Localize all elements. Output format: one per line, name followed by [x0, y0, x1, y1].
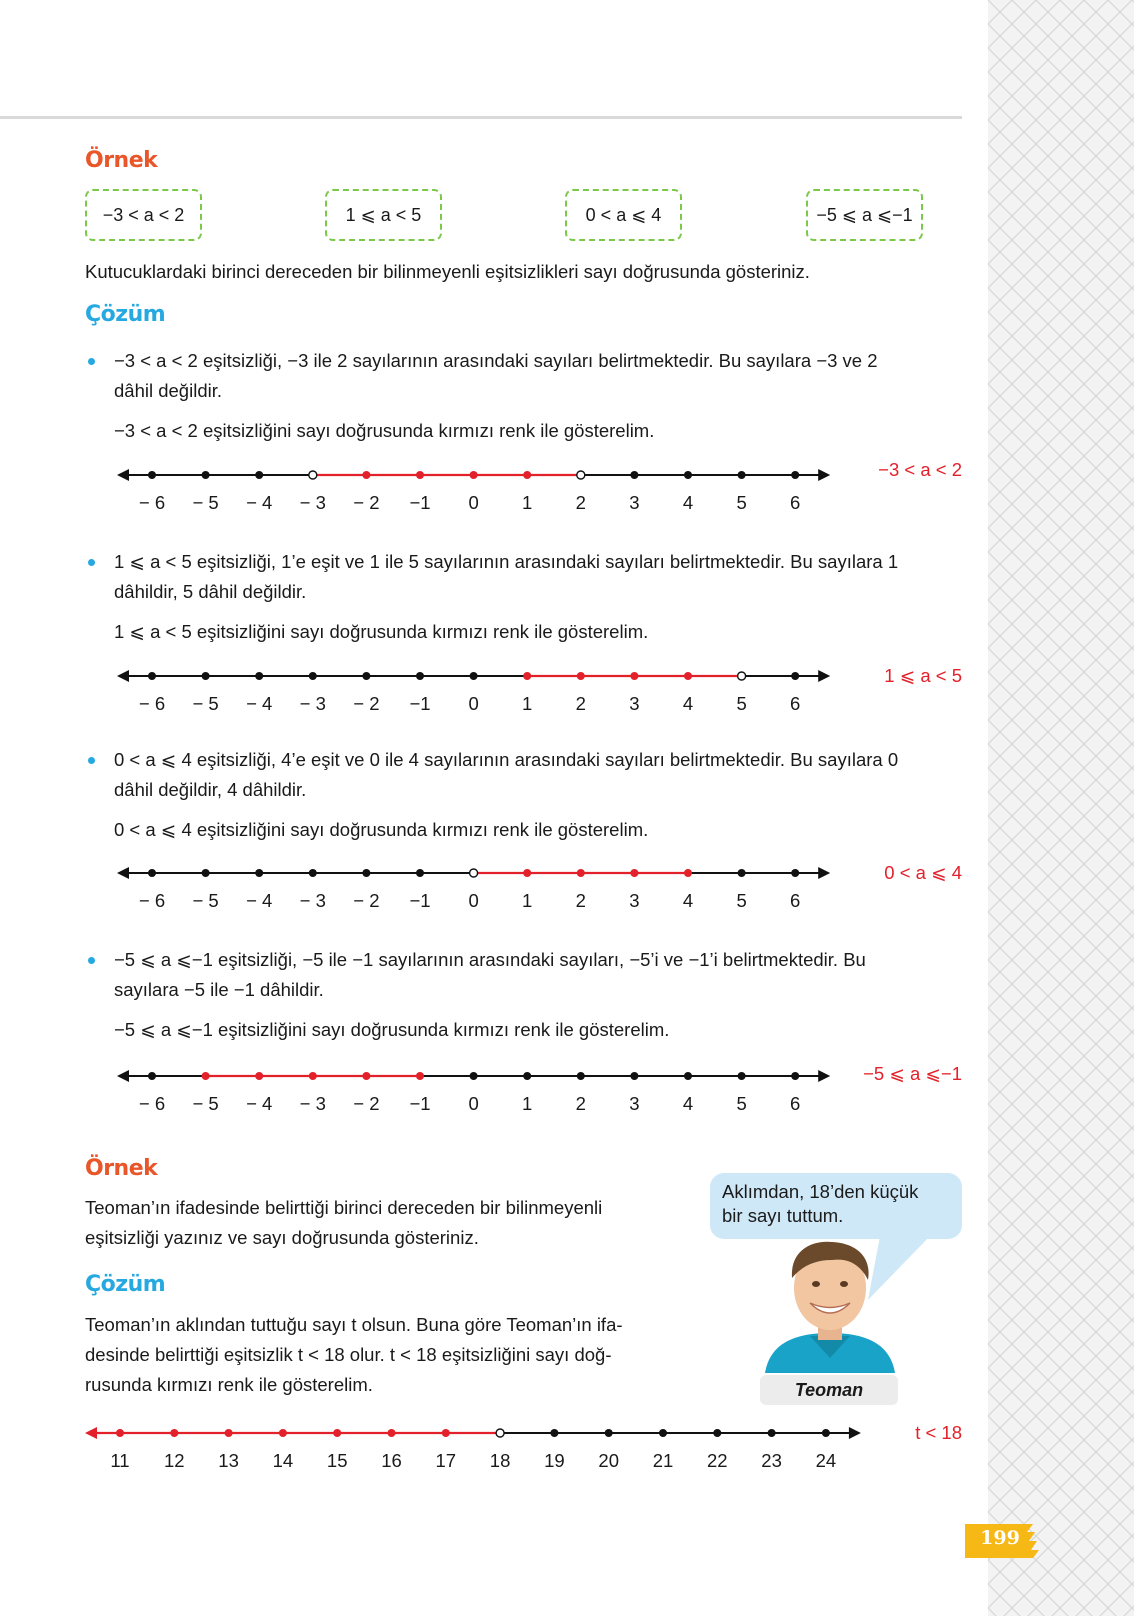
solution-heading: Çözüm	[85, 1272, 166, 1297]
inequality-box-3: 0 < a ⩽ 4	[565, 189, 682, 241]
tick-label: − 6	[138, 890, 166, 911]
tick-label: − 2	[353, 693, 380, 714]
number-point	[362, 869, 370, 877]
number-point	[738, 869, 746, 877]
tick-label: 0	[468, 890, 479, 911]
inequality-box-4: −5 ⩽ a ⩽−1	[806, 189, 923, 241]
top-divider	[0, 116, 962, 119]
number-point	[791, 471, 799, 479]
open-point	[470, 869, 478, 877]
included-point	[225, 1429, 233, 1437]
included-point	[523, 869, 531, 877]
side-lattice-pattern	[988, 0, 1134, 1616]
included-point	[470, 471, 478, 479]
tick-label: −1	[409, 890, 431, 911]
included-point	[416, 471, 424, 479]
tick-label: 2	[575, 492, 586, 513]
solution2-line2: desinde belirttiği eşitsizlik t < 18 olur. t < 18 eşitsizliğini sayı doğ-	[85, 1344, 612, 1365]
included-point	[279, 1429, 287, 1437]
item-text-line1: 0 < a ⩽ 4 eşitsizliği, 4’e eşit ve 0 ile 4 sayılarının arasındaki sayıları belirtmektedir. Bu sayılara 0	[114, 749, 899, 770]
tick-label: −1	[409, 693, 431, 714]
tick-label: 14	[272, 1450, 294, 1471]
tick-label: 4	[682, 890, 694, 911]
tick-label: 1	[522, 1093, 533, 1114]
open-point	[577, 471, 585, 479]
tick-label: − 4	[246, 492, 273, 513]
tick-label: − 6	[138, 492, 166, 513]
included-point	[523, 471, 531, 479]
tick-label: − 3	[299, 890, 326, 911]
tick-label: − 3	[299, 492, 326, 513]
tick-label: − 4	[246, 890, 273, 911]
number-line-label: −5 ⩽ a ⩽−1	[863, 1063, 962, 1084]
tick-label: 3	[629, 890, 640, 911]
tick-label: − 6	[138, 693, 166, 714]
speech-line-2: bir sayı tuttum.	[722, 1205, 844, 1226]
number-line-label: t < 18	[915, 1422, 962, 1443]
number-point	[148, 471, 156, 479]
tick-label: 21	[652, 1450, 674, 1471]
example-question: Kutucuklardaki birinci dereceden bir bilinmeyenli eşitsizlikleri sayı doğrusunda gösteriniz.	[85, 261, 810, 282]
included-point	[630, 672, 638, 680]
item-text-line2: dâhil değildir, 4 dâhildir.	[114, 779, 307, 800]
item-text-line2: dâhildir, 5 dâhil değildir.	[114, 581, 307, 602]
tick-label: 1	[522, 492, 533, 513]
number-point	[630, 1072, 638, 1080]
tick-label: 24	[815, 1450, 837, 1471]
example2-question-line1: Teoman’ın ifadesinde belirttiği birinci dereceden bir bilinmeyenli	[85, 1197, 603, 1218]
open-point	[309, 471, 317, 479]
inequality-box-1: −3 < a < 2	[85, 189, 202, 241]
number-point	[309, 672, 317, 680]
tick-label: 6	[790, 1093, 801, 1114]
number-point	[255, 869, 263, 877]
left-arrow	[85, 1427, 97, 1439]
bullet	[88, 559, 95, 566]
tick-label: 1	[522, 693, 533, 714]
number-point	[791, 1072, 799, 1080]
tick-label: 12	[164, 1450, 185, 1471]
solution2-line1: Teoman’ın aklından tuttuğu sayı t olsun. Buna göre Teoman’ın ifa-	[85, 1314, 623, 1335]
included-point	[523, 672, 531, 680]
included-point	[202, 1072, 210, 1080]
tick-label: 16	[381, 1450, 402, 1471]
tick-label: 0	[468, 492, 479, 513]
tick-label: 23	[761, 1450, 782, 1471]
page-number: 199	[980, 1527, 1020, 1549]
bullet	[88, 957, 95, 964]
number-point	[768, 1429, 776, 1437]
tick-label: 0	[468, 693, 479, 714]
included-point	[333, 1429, 341, 1437]
tick-label: − 5	[192, 890, 219, 911]
tick-label: 3	[629, 492, 640, 513]
number-point	[630, 471, 638, 479]
number-point	[202, 869, 210, 877]
included-point	[362, 471, 370, 479]
included-point	[362, 1072, 370, 1080]
number-point	[684, 1072, 692, 1080]
tick-label: − 2	[353, 1093, 380, 1114]
tick-label: 6	[790, 492, 801, 513]
name-tag: Teoman	[760, 1375, 898, 1405]
included-point	[577, 672, 585, 680]
included-point	[416, 1072, 424, 1080]
tick-label: 5	[736, 1093, 747, 1114]
number-point	[738, 471, 746, 479]
included-point	[309, 1072, 317, 1080]
number-point	[470, 1072, 478, 1080]
tick-label: 3	[629, 1093, 640, 1114]
tick-label: − 2	[353, 492, 380, 513]
included-point	[170, 1429, 178, 1437]
boy-photo	[760, 1238, 900, 1373]
number-point	[791, 869, 799, 877]
tick-label: 0	[468, 1093, 479, 1114]
item-instruction: 1 ⩽ a < 5 eşitsizliğini sayı doğrusunda kırmızı renk ile gösterelim.	[114, 621, 649, 642]
solution2-line3: rusunda kırmızı renk ile gösterelim.	[85, 1374, 373, 1395]
number-point	[416, 869, 424, 877]
example2-question-line2: eşitsizliği yazınız ve sayı doğrusunda gösteriniz.	[85, 1227, 479, 1248]
tick-label: 17	[435, 1450, 457, 1471]
tick-label: 5	[736, 890, 747, 911]
tick-label: −1	[409, 492, 431, 513]
tick-label: − 4	[246, 1093, 273, 1114]
number-line-label: −3 < a < 2	[878, 459, 962, 480]
tick-label: − 5	[192, 1093, 219, 1114]
included-point	[388, 1429, 396, 1437]
example-heading: Örnek	[85, 148, 158, 173]
item-text-line1: −5 ⩽ a ⩽−1 eşitsizliği, −5 ile −1 sayılarının arasındaki sayıları, −5’i ve −1’i belirtmektedir. Bu	[114, 949, 866, 970]
number-point	[362, 672, 370, 680]
tick-label: 2	[575, 890, 586, 911]
open-point	[496, 1429, 504, 1437]
included-point	[442, 1429, 450, 1437]
example-heading: Örnek	[85, 1156, 158, 1181]
number-point	[659, 1429, 667, 1437]
tick-label: 3	[629, 693, 640, 714]
bullet	[88, 358, 95, 365]
tick-label: − 5	[192, 492, 219, 513]
number-point	[148, 1072, 156, 1080]
number-point	[470, 672, 478, 680]
included-point	[684, 869, 692, 877]
item-text-line2: dâhil değildir.	[114, 380, 222, 401]
speech-line-1: Aklımdan, 18’den küçük	[722, 1181, 919, 1202]
left-arrow	[117, 670, 129, 682]
number-line-label: 1 ⩽ a < 5	[884, 665, 962, 686]
left-arrow	[117, 1070, 129, 1082]
item-text-line1: 1 ⩽ a < 5 eşitsizliği, 1’e eşit ve 1 ile 5 sayılarının arasındaki sayıları belirtmektedir. Bu sayılara 1	[114, 551, 899, 572]
open-point	[738, 672, 746, 680]
included-point	[255, 1072, 263, 1080]
number-point	[148, 869, 156, 877]
item-text-line2: sayılara −5 ile −1 dâhildir.	[114, 979, 324, 1000]
number-point	[255, 471, 263, 479]
number-point	[738, 1072, 746, 1080]
number-point	[605, 1429, 613, 1437]
number-point	[309, 869, 317, 877]
tick-label: 19	[544, 1450, 565, 1471]
number-line-label: 0 < a ⩽ 4	[884, 862, 962, 883]
included-point	[684, 672, 692, 680]
number-point	[577, 1072, 585, 1080]
solution-heading: Çözüm	[85, 302, 166, 327]
number-point	[202, 471, 210, 479]
item-instruction: 0 < a ⩽ 4 eşitsizliğini sayı doğrusunda kırmızı renk ile gösterelim.	[114, 819, 649, 840]
tick-label: − 3	[299, 693, 326, 714]
tick-label: 4	[682, 693, 694, 714]
tick-label: 4	[682, 492, 694, 513]
item-text-line1: −3 < a < 2 eşitsizliği, −3 ile 2 sayılarının arasındaki sayıları belirtmektedir. Bu sayılara −3 ve 2	[114, 350, 878, 371]
tick-label: 22	[707, 1450, 728, 1471]
tick-label: 18	[489, 1450, 511, 1471]
tick-label: 6	[790, 890, 801, 911]
tick-label: − 3	[299, 1093, 326, 1114]
included-point	[577, 869, 585, 877]
tick-label: − 4	[246, 693, 273, 714]
left-arrow	[117, 469, 129, 481]
tick-label: 5	[736, 492, 747, 513]
tick-label: 4	[682, 1093, 694, 1114]
left-arrow	[117, 867, 129, 879]
tick-label: 13	[218, 1450, 239, 1471]
tick-label: 1	[522, 890, 533, 911]
inequality-box-2: 1 ⩽ a < 5	[325, 189, 442, 241]
tick-label: 2	[575, 1093, 586, 1114]
bullet	[88, 757, 95, 764]
tick-label: 11	[110, 1450, 130, 1471]
number-point	[684, 471, 692, 479]
tick-label: − 5	[192, 693, 219, 714]
tick-label: 15	[326, 1450, 348, 1471]
tick-label: 20	[598, 1450, 619, 1471]
number-point	[791, 672, 799, 680]
tick-label: −1	[409, 1093, 431, 1114]
number-point	[148, 672, 156, 680]
included-point	[630, 869, 638, 877]
speech-text	[722, 1180, 962, 1228]
item-instruction: −3 < a < 2 eşitsizliğini sayı doğrusunda kırmızı renk ile gösterelim.	[114, 420, 655, 441]
tick-label: 5	[736, 693, 747, 714]
tick-label: − 6	[138, 1093, 166, 1114]
number-point	[416, 672, 424, 680]
number-point	[550, 1429, 558, 1437]
tick-label: 2	[575, 693, 586, 714]
item-instruction: −5 ⩽ a ⩽−1 eşitsizliğini sayı doğrusunda kırmızı renk ile gösterelim.	[114, 1019, 670, 1040]
number-point	[713, 1429, 721, 1437]
tick-label: 6	[790, 693, 801, 714]
included-point	[116, 1429, 124, 1437]
number-point	[523, 1072, 531, 1080]
number-point	[255, 672, 263, 680]
number-point	[202, 672, 210, 680]
tick-label: − 2	[353, 890, 380, 911]
